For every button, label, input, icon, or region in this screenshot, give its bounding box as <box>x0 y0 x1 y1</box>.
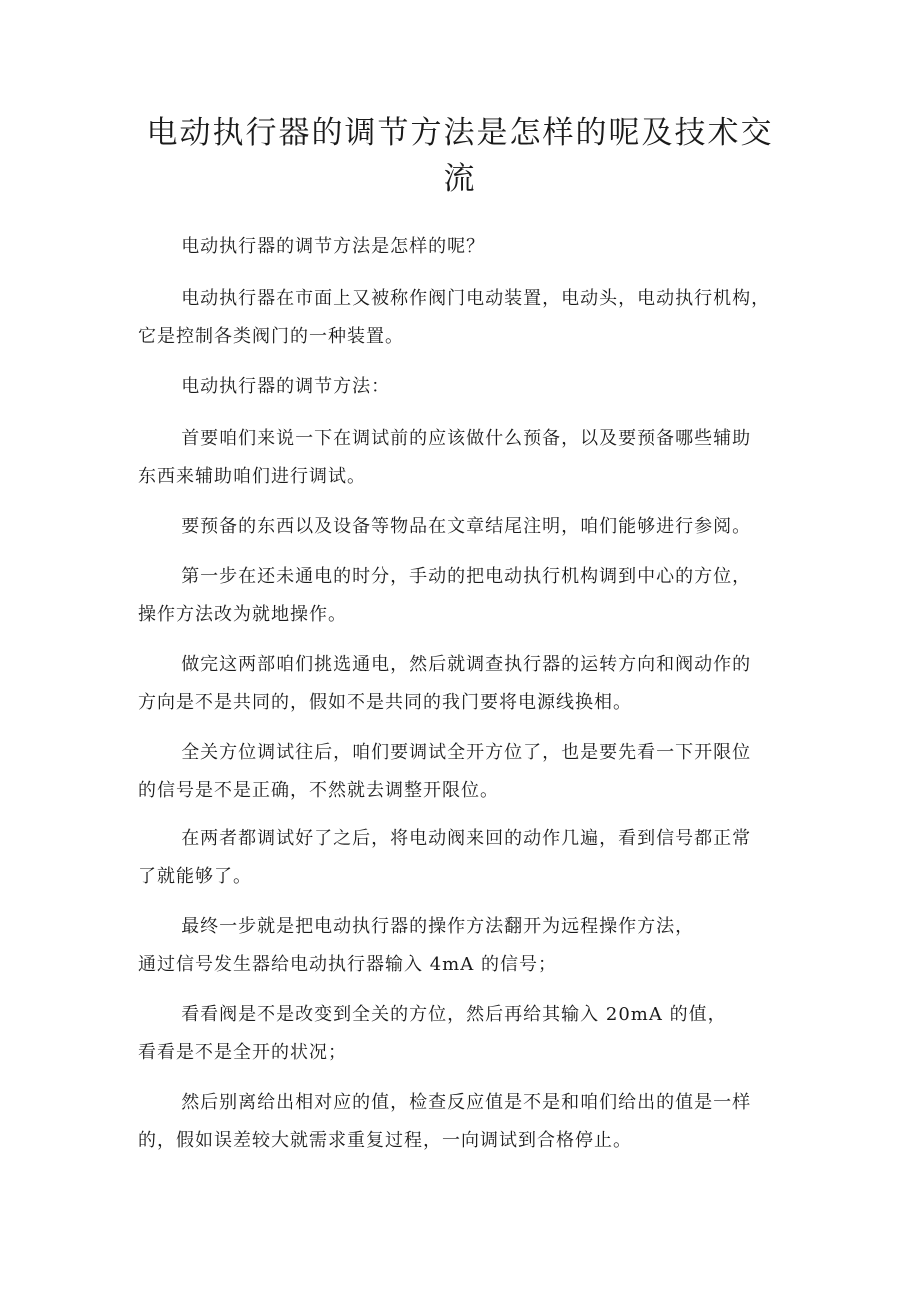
paragraph-line: 通过信号发生器给电动执行器输入 4mA 的信号； <box>138 954 557 975</box>
paragraph <box>138 508 788 546</box>
paragraph <box>138 1084 788 1160</box>
document-title: 电动执行器的调节方法是怎样的呢及技术交流 <box>146 115 774 197</box>
paragraph-line: 做完这两部咱们挑选通电，然后就调查执行器的运转方向和阀动作的 <box>181 654 752 675</box>
paragraph-line: 的信号是不是正确，不然就去调整开限位。 <box>138 780 499 801</box>
paragraph-line: 它是控制各类阀门的一种装置。 <box>138 326 404 347</box>
paragraph-line: 最终一步就是把电动执行器的操作方法翻开为远程操作方法， <box>181 916 695 937</box>
paragraph-line: 看看是不是全开的状况； <box>138 1042 347 1063</box>
paragraph <box>138 996 788 1072</box>
paragraph-line: 操作方法改为就地操作。 <box>138 604 347 625</box>
paragraph <box>138 646 788 722</box>
paragraph-line: 然后别离给出相对应的值，检查反应值是不是和咱们给出的值是一样 <box>181 1092 752 1113</box>
paragraph <box>138 558 788 634</box>
paragraph-line: 首要咱们来说一下在调试前的应该做什么预备，以及要预备哪些辅助 <box>181 428 752 449</box>
paragraph-line: 东西来辅助咱们进行调试。 <box>138 466 366 487</box>
paragraph-line: 看看阀是不是改变到全关的方位，然后再给其输入 20mA 的值， <box>181 1004 727 1025</box>
paragraph <box>138 420 788 496</box>
paragraph <box>138 228 788 266</box>
paragraph <box>138 368 788 406</box>
paragraph-line: 电动执行器的调节方法： <box>181 376 391 397</box>
paragraph-line: 在两者都调试好了之后，将电动阀来回的动作几遍，看到信号都正常 <box>181 828 752 849</box>
paragraph-line: 了就能够了。 <box>138 866 252 887</box>
paragraph <box>138 820 788 896</box>
paragraph <box>138 908 788 984</box>
paragraph-line: 电动执行器在市面上又被称作阀门电动装置，电动头，电动执行机构， <box>181 288 771 309</box>
paragraph <box>138 734 788 810</box>
paragraph-line: 方向是不是共同的，假如不是共同的我门要将电源线换相。 <box>138 692 632 713</box>
paragraph <box>138 280 788 356</box>
paragraph-line: 全关方位调试往后，咱们要调试全开方位了，也是要先看一下开限位 <box>181 742 752 763</box>
paragraph-line: 电动执行器的调节方法是怎样的呢？ <box>181 236 486 257</box>
paragraph-line: 要预备的东西以及设备等物品在文章结尾注明，咱们能够进行参阅。 <box>181 516 752 537</box>
paragraph-line: 的，假如误差较大就需求重复过程，一向调试到合格停止。 <box>138 1130 632 1151</box>
paragraph-line: 第一步在还未通电的时分，手动的把电动执行机构调到中心的方位， <box>181 566 752 587</box>
